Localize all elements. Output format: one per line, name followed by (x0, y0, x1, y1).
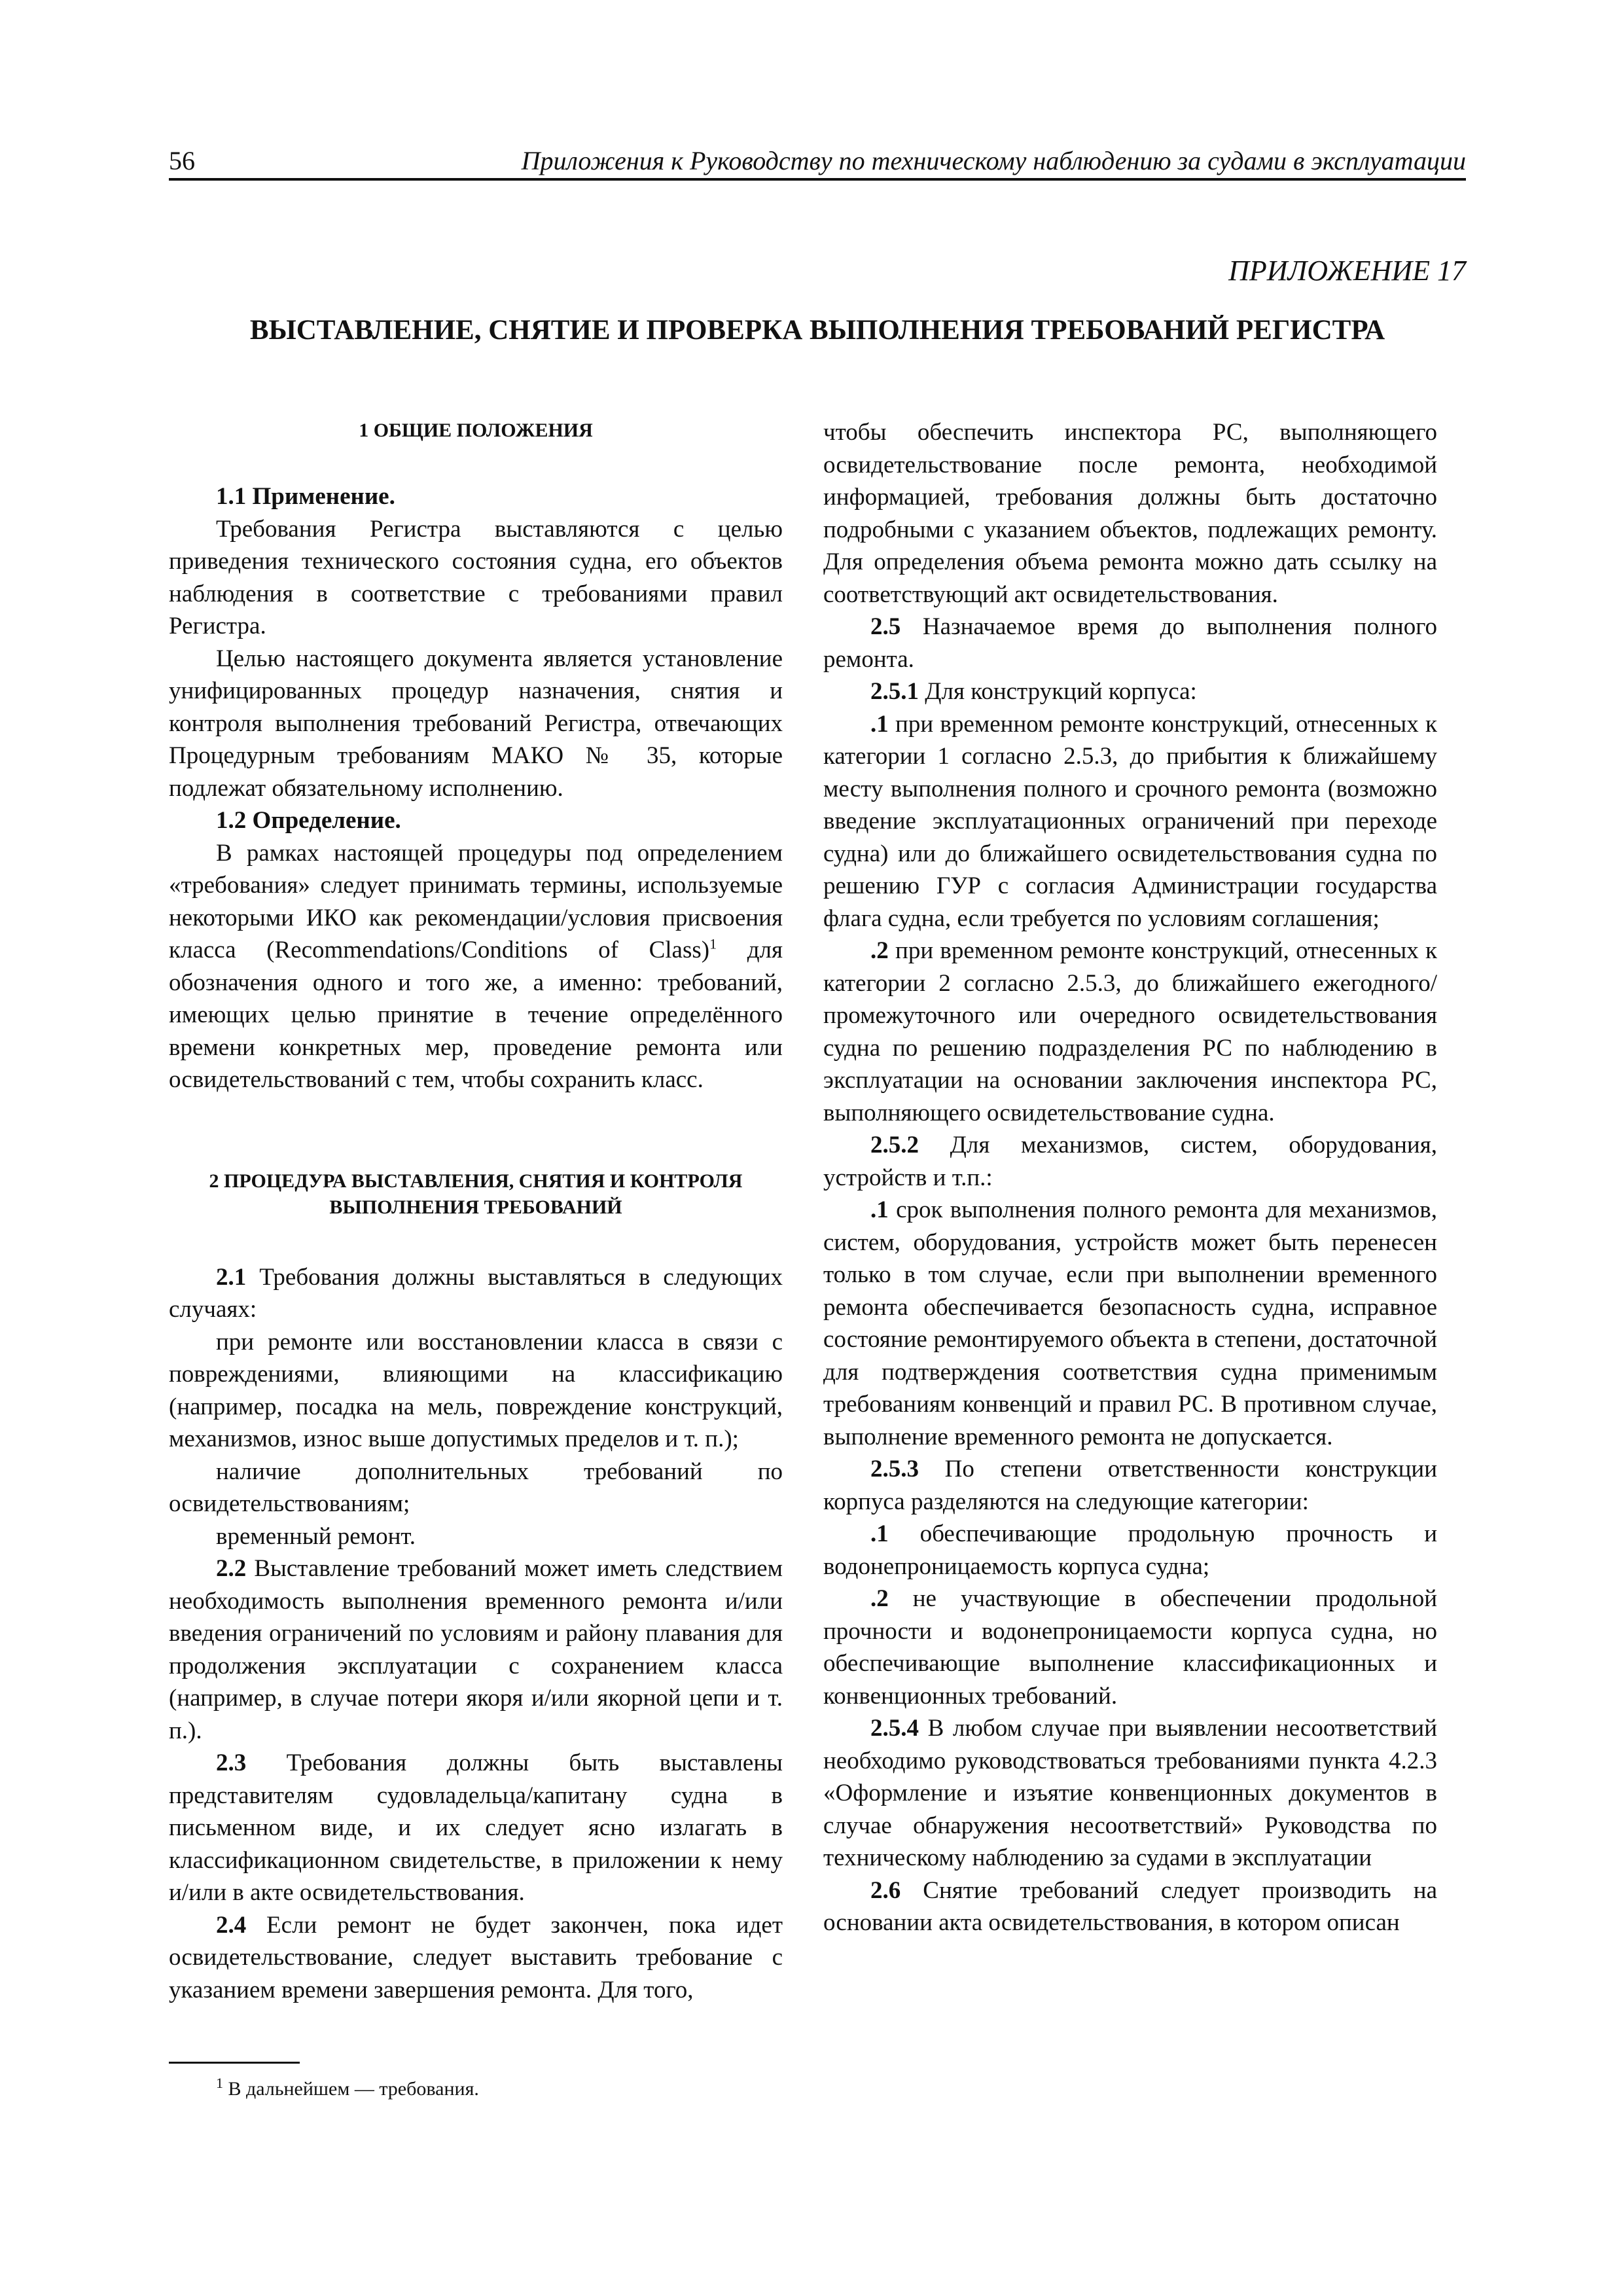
clause-number: 2.4 (216, 1911, 247, 1939)
paragraph: временный ремонт. (216, 1522, 416, 1550)
text: для обозначения одного и того же, а именно: требований, имеющих целью принятие в течение определённого времени конкретных мер, проведение ремонта или освидетельствований с тем, чтобы сохранить класс. (169, 937, 783, 1093)
text: при временном ремонте конструкций, отнесенных к категории 1 согласно 2.5.3, до прибытия к ближайшему месту выполнения полного и срочного ремонта (возможно введение эксплуатационных ограничений при переходе судна) или до ближайшего освидетельствования судна по решению ГУР с согласия Администрации государства флага судна, если требуется по условиям соглашения; (823, 710, 1437, 932)
paragraph (823, 611, 1437, 675)
left-column (169, 406, 783, 2006)
paragraph (823, 708, 1437, 935)
header-rule (169, 178, 1466, 181)
footnote (216, 2075, 479, 2100)
footnote-mark: 1 (216, 2075, 223, 2091)
paragraph (823, 1712, 1437, 1874)
footnote-text: В дальнейшем — требования. (223, 2078, 479, 2100)
clause-number: 2.3 (216, 1749, 247, 1776)
paragraph (823, 935, 1437, 1129)
text: Если ремонт не будет закончен, пока идет освидетельствование, следует выставить требование с указанием времени завершения ремонта. Для того, (169, 1911, 783, 2003)
appendix-label: ПРИЛОЖЕНИЕ 17 (1228, 255, 1466, 287)
text: Для конструкций корпуса: (919, 678, 1197, 705)
paragraph (169, 1261, 783, 1326)
clause-number: .1 (870, 710, 889, 738)
paragraph: чтобы обеспечить инспектора РС, выполняющего освидетельствование после ремонта, необходимой информацией, требования должны быть достаточно подробными с указанием объектов, подлежащих ремонту. Для определения объема ремонта можно дать ссылку на соответствующий акт освидетельствования. (823, 419, 1437, 608)
clause-number: .2 (870, 937, 889, 964)
footnote-rule (169, 2062, 300, 2064)
clause-number: .2 (870, 1585, 889, 1612)
paragraph (169, 1552, 783, 1747)
paragraph: Требования Регистра выставляются с целью приведения технического состояния судна, его объектов наблюдения в соответствие с требованиями правил Регистра. (169, 515, 783, 639)
text: Назначаемое время до выполнения полного ремонта. (823, 613, 1437, 673)
footnote-reference: 1 (709, 935, 717, 952)
text: обеспечивающие продольную прочность и водонепроницаемость корпуса судна; (823, 1520, 1437, 1580)
page-header (169, 145, 1466, 178)
paragraph (823, 1129, 1437, 1194)
text: не участвующие в обеспечении продольной прочности и водонепроницаемости корпуса судна, но обеспечивающие выполнение классификационных и конвенционных требований. (823, 1585, 1437, 1710)
text: В любом случае при выявлении несоответствий необходимо руководствоваться требованиями пункта 4.2.3 «Оформление и изъятие конвенционных документов в случае обнаружения несоответствий» Руководства по техническому наблюдению за судами в эксплуатации (823, 1715, 1437, 1871)
paragraph (823, 1194, 1437, 1453)
clause-number: .1 (870, 1196, 889, 1223)
paragraph (169, 1747, 783, 1909)
paragraph (169, 1909, 783, 2007)
clause-number: 2.5 (870, 613, 901, 640)
paragraph: Целью настоящего документа является установление унифицированных процедур назначения, снятия и контроля выполнения требований Регистра, отвечающих Процедурным требованиям МАКО № 35, которые подлежат обязательному исполнению. (169, 645, 783, 802)
text: Снятие требований следует производить на основании акта освидетельствования, в котором описан (823, 1876, 1437, 1936)
clause-number: 2.5.2 (870, 1132, 919, 1158)
text: Требования должны выставляться в следующих случаях: (169, 1263, 783, 1323)
paragraph (823, 1518, 1437, 1583)
paragraph: при ремонте или восстановлении класса в связи с повреждениями, влияющими на классификацию (например, посадка на мель, повреждение конструкций, механизмов, износ выше допустимых пределов и т. п.); (169, 1328, 783, 1452)
running-title: Приложения к Руководству по техническому наблюдению за судами в эксплуатации (521, 146, 1466, 175)
clause-number: 2.5.3 (870, 1456, 919, 1482)
clause-number: 2.1 (216, 1263, 247, 1291)
paragraph (823, 1874, 1437, 1939)
paragraph: наличие дополнительных требований по освидетельствованиям; (169, 1458, 783, 1517)
paragraph (823, 1453, 1437, 1518)
clause-number: 2.5.4 (870, 1715, 919, 1742)
clause-number: 2.2 (216, 1555, 247, 1582)
clause-number: 2.6 (870, 1876, 901, 1904)
paragraph (823, 675, 1437, 708)
clause-number: .1 (870, 1520, 889, 1547)
text: Требования должны быть выставлены представителям судовладельца/капитану судна в письменном виде, и их следует ясно излагать в классификационном свидетельстве, в приложении к нему и/или в акте освидетельствования. (169, 1749, 783, 1906)
subsection-1-1-heading: 1.1 Применение. (216, 483, 395, 510)
right-column (823, 416, 1437, 1939)
document-title: ВЫСТАВЛЕНИЕ, СНЯТИЕ И ПРОВЕРКА ВЫПОЛНЕНИЯ ТРЕБОВАНИЙ РЕГИСТРА (249, 315, 1385, 346)
subsection-1-2-heading: 1.2 Определение. (216, 807, 401, 834)
text: срок выполнения полного ремонта для механизмов, систем, оборудования, устройств может быть перенесен только в том случае, если при выполнении временного ремонта обеспечивается безопасность судна, исправное состояние ремонтируемого объекта в степени, достаточной для подтверждения соответствия судна применимым требованиям конвенций и правил РС. В противном случае, выполнение временного ремонта не допускается. (823, 1196, 1437, 1450)
text: В рамках настоящей процедуры под определением «требования» следует принимать термины, используемые некоторыми ИКО как рекомендации/условия присвоения класса (Recommendations/Conditions of Class) (169, 839, 783, 963)
text: Выставление требований может иметь следствием необходимость выполнения временного ремонта и/или введения ограничений по условиям и району плавания для продолжения эксплуатации с сохранением класса (например, в случае потери якоря и/или якорной цепи и т. п.). (169, 1555, 783, 1744)
clause-number: 2.5.1 (870, 678, 919, 705)
text: По степени ответственности конструкции корпуса разделяются на следующие категории: (823, 1456, 1437, 1515)
page-number: 56 (169, 146, 195, 175)
paragraph (823, 1583, 1437, 1712)
section-2-heading: 2 ПРОЦЕДУРА ВЫСТАВЛЕНИЯ, СНЯТИЯ И КОНТРОЛЯ ВЫПОЛНЕНИЯ ТРЕБОВАНИЙ (209, 1170, 743, 1218)
text: при временном ремонте конструкций, отнесенных к категории 2 согласно 2.5.3, до ближайшего ежегодного/промежуточного или очередного освидетельствования судна по решению подразделения РС по наблюдению в эксплуатации на основании заключения инспектора РС, выполняющего освидетельствование судна. (823, 937, 1437, 1126)
paragraph (169, 837, 783, 1096)
text: Для механизмов, систем, оборудования, устройств и т.п.: (823, 1132, 1437, 1191)
section-1-heading: 1 ОБЩИЕ ПОЛОЖЕНИЯ (359, 420, 593, 441)
